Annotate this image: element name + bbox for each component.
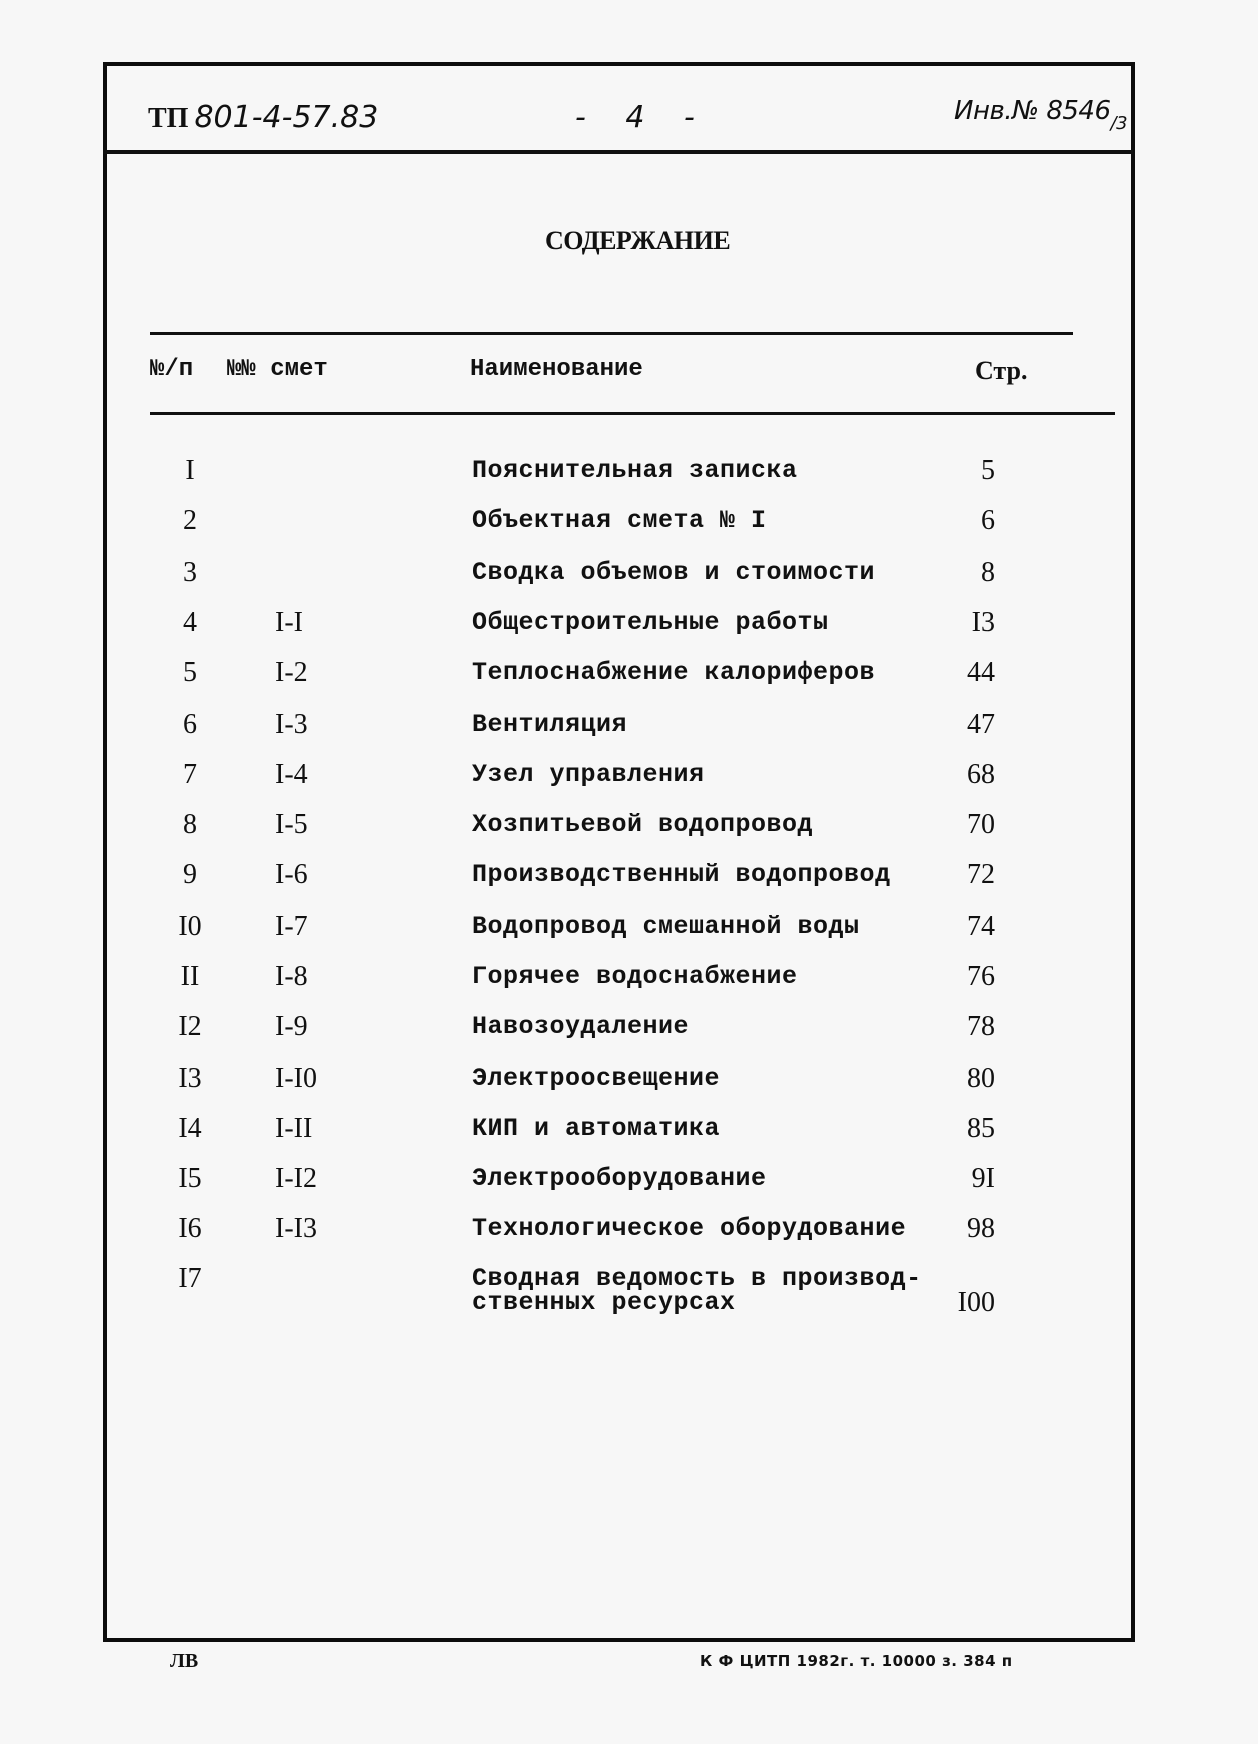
row-estimate-number: I-I2	[275, 1163, 317, 1194]
table-row	[0, 911, 1258, 964]
table-row	[0, 1011, 1258, 1064]
table-header-bottom-rule	[150, 412, 1115, 415]
row-number: I2	[178, 1011, 202, 1042]
row-page: 85	[967, 1113, 995, 1144]
footer-print-info: К Ф ЦИТП 1982г. т. 10000 з. 384 п	[700, 1652, 1013, 1670]
row-title: Электроосвещение	[472, 1064, 721, 1093]
row-number: I4	[178, 1113, 202, 1144]
row-number: 8	[183, 809, 197, 840]
row-estimate-number: I-I3	[275, 1213, 317, 1244]
row-page: 80	[967, 1063, 995, 1094]
row-estimate-number: I-9	[275, 1011, 308, 1042]
row-estimate-number: I-5	[275, 809, 308, 840]
row-page: I3	[971, 607, 995, 638]
row-number: I3	[178, 1063, 202, 1094]
row-title: Сводка объемов и стоимости	[472, 558, 876, 587]
row-estimate-number: I-I0	[275, 1063, 317, 1094]
row-number: I7	[178, 1263, 202, 1294]
row-page: 74	[967, 911, 995, 942]
inventory-number-main: Инв.№ 8546	[954, 96, 1111, 126]
row-estimate-number: I-4	[275, 759, 308, 790]
column-header-num: №/п	[150, 356, 194, 383]
table-row	[0, 1213, 1258, 1266]
table-row	[0, 1163, 1258, 1216]
table-row	[0, 657, 1258, 710]
row-number: I6	[178, 1213, 202, 1244]
row-title: Сводная ведомость в производ-	[472, 1264, 922, 1293]
row-page: 98	[967, 1213, 995, 1244]
row-title: Узел управления	[472, 760, 705, 789]
row-title-line2: ственных ресурсах	[472, 1288, 736, 1317]
row-title: Производственный водопровод	[472, 860, 891, 889]
row-title: Вентиляция	[472, 710, 628, 739]
row-title: Общестроительные работы	[472, 608, 829, 637]
row-page: 8	[981, 557, 995, 588]
table-row	[0, 1113, 1258, 1166]
table-row	[0, 759, 1258, 812]
row-page: 9I	[971, 1163, 995, 1194]
row-estimate-number: I-8	[275, 961, 308, 992]
row-number: 4	[183, 607, 197, 638]
project-code-number: 801-4-57.83	[194, 100, 379, 135]
header-divider	[103, 150, 1133, 154]
table-row	[0, 455, 1258, 508]
row-title: КИП и автоматика	[472, 1114, 721, 1143]
inventory-number-sub: 3	[1116, 113, 1128, 134]
table-row	[0, 859, 1258, 912]
row-page: 44	[967, 657, 995, 688]
table-row	[0, 709, 1258, 762]
row-number: 5	[183, 657, 197, 688]
table-row	[0, 809, 1258, 862]
row-number: 2	[183, 505, 197, 536]
row-title: Пояснительная записка	[472, 456, 798, 485]
row-title: Навозоудаление	[472, 1012, 690, 1041]
row-estimate-number: I-7	[275, 911, 308, 942]
column-header-name: Наименование	[470, 356, 643, 383]
project-code-prefix: ТП	[148, 103, 189, 134]
table-row	[0, 1263, 1258, 1318]
footer-initials: ЛВ	[170, 1650, 199, 1672]
row-page: 72	[967, 859, 995, 890]
row-page: 6	[981, 505, 995, 536]
row-title: Теплоснабжение калориферов	[472, 658, 876, 687]
page-number: - 4 -	[575, 100, 695, 135]
column-header-page: Стр.	[975, 356, 1028, 385]
row-page: 70	[967, 809, 995, 840]
row-estimate-number: I-6	[275, 859, 308, 890]
row-page: 68	[967, 759, 995, 790]
row-title: Объектная смета № I	[472, 506, 767, 535]
row-title: Горячее водоснабжение	[472, 962, 798, 991]
row-estimate-number: I-I	[275, 607, 303, 638]
row-number: 6	[183, 709, 197, 740]
row-number: I5	[178, 1163, 202, 1194]
table-header-top-rule	[150, 332, 1073, 335]
project-code	[148, 100, 378, 135]
page-title: СОДЕРЖАНИЕ	[545, 226, 731, 255]
row-number: I0	[178, 911, 202, 942]
row-page: 5	[981, 455, 995, 486]
row-estimate-number: I-3	[275, 709, 308, 740]
row-title: Хозпитьевой водопровод	[472, 810, 814, 839]
row-page: 78	[967, 1011, 995, 1042]
column-header-estimate: №№ смет	[227, 356, 328, 383]
row-number: I	[185, 455, 195, 486]
row-title: Технологическое оборудование	[472, 1214, 907, 1243]
row-number: 7	[183, 759, 197, 790]
table-row	[0, 961, 1258, 1014]
table-row	[0, 505, 1258, 558]
row-estimate-number: I-2	[275, 657, 308, 688]
row-number: 3	[183, 557, 197, 588]
row-title: Электрооборудование	[472, 1164, 767, 1193]
row-page: 76	[967, 961, 995, 992]
table-row	[0, 1063, 1258, 1116]
row-page: 47	[967, 709, 995, 740]
row-number: 9	[183, 859, 197, 890]
row-number: II	[180, 961, 200, 992]
table-row	[0, 557, 1258, 610]
row-page: I00	[957, 1287, 995, 1318]
row-title: Водопровод смешанной воды	[472, 912, 860, 941]
inventory-number: Инв.№ $8546_{/3}$	[954, 96, 1128, 134]
row-estimate-number: I-II	[275, 1113, 313, 1144]
table-row	[0, 607, 1258, 660]
